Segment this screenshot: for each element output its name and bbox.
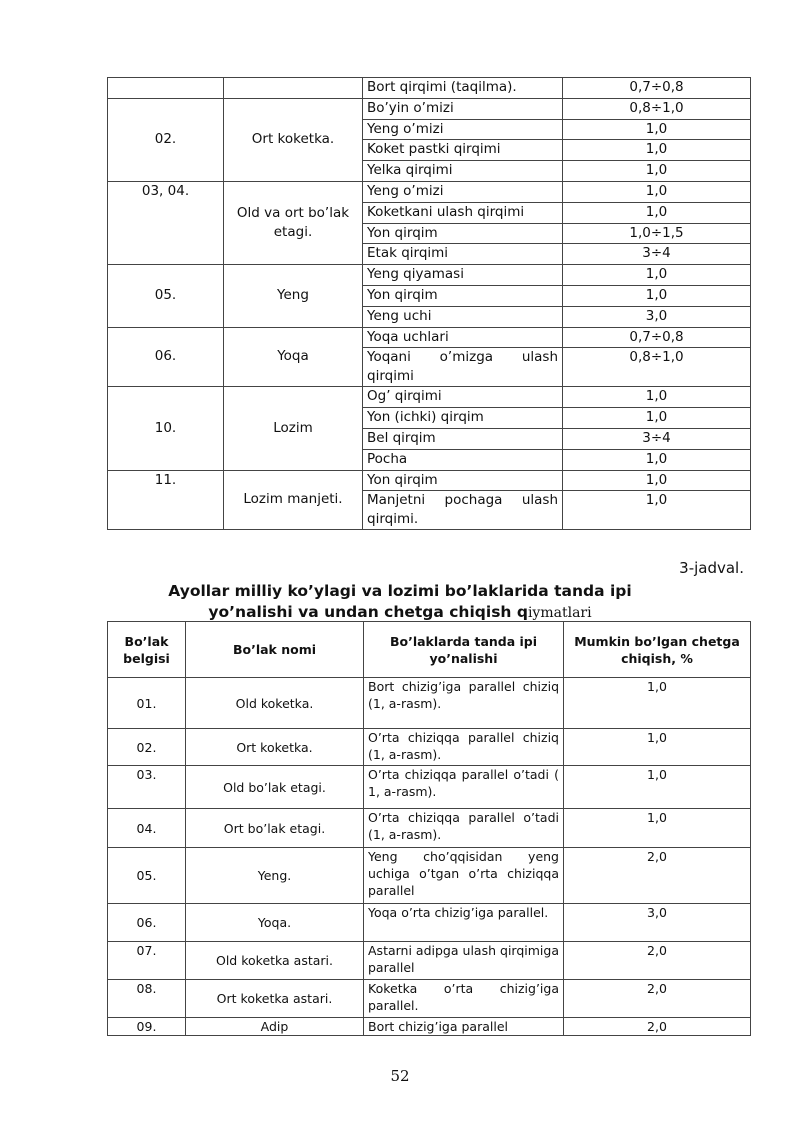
table-row	[108, 327, 751, 348]
cell-text-line: Manjetni pochaga ulash	[367, 492, 558, 509]
table-cell: O’rta chiziqqa parallel chiziq (1, a-rasm).	[364, 729, 564, 766]
table-cell: Bort chizig’iga parallel	[364, 1018, 564, 1036]
table-cell: Pocha	[363, 449, 563, 470]
table-cell: Bort chizig’iga parallel chiziq (1, a-rasm).	[364, 678, 564, 729]
table-cell: 0,8÷1,0	[563, 98, 751, 119]
table-cell: Adip	[186, 1018, 364, 1036]
table-cell: 1,0	[564, 678, 751, 729]
table-cell: Yeng uchi	[363, 306, 563, 327]
table-cell: 04.	[108, 809, 186, 848]
table-cell: Yoqa uchlari	[363, 327, 563, 348]
table-cell: O’rta chiziqqa parallel o’tadi (1, a-rasm).	[364, 809, 564, 848]
table-cell: Lozim manjeti.	[224, 470, 363, 530]
table-cell: Etak qirqimi	[363, 244, 563, 265]
table-cell: 1,0	[563, 449, 751, 470]
table-cell: 1,0	[563, 408, 751, 429]
column-header: Bo’lak belgisi	[108, 622, 186, 678]
table-cell: Yon qirqim	[363, 223, 563, 244]
table-row	[108, 1018, 751, 1036]
column-header: Bo’lak nomi	[186, 622, 364, 678]
table-cell: Koketkani ulash qirqimi	[363, 202, 563, 223]
table-cell: Ort koketka.	[224, 98, 363, 181]
table-cell: Lozim	[224, 387, 363, 470]
table-cell: 3÷4	[563, 244, 751, 265]
page-number: 52	[390, 1067, 410, 1085]
table-cell: Old koketka.	[186, 678, 364, 729]
cut-allowance-table	[107, 77, 751, 530]
table-cell: 02.	[108, 729, 186, 766]
table-cell: 03, 04.	[108, 181, 224, 264]
table-cell: Ort koketka astari.	[186, 980, 364, 1018]
table-cell: 05.	[108, 265, 224, 327]
column-header: Bo’laklarda tanda ipi yo’nalishi	[364, 622, 564, 678]
table-row	[108, 98, 751, 119]
table-cell: 3,0	[563, 306, 751, 327]
table-cell: 06.	[108, 904, 186, 942]
table-row	[108, 181, 751, 202]
table-cell	[224, 78, 363, 99]
table-cell: Bo’yin o’mizi	[363, 98, 563, 119]
table-cell: 1,0	[563, 265, 751, 286]
table-cell: Ort bo’lak etagi.	[186, 809, 364, 848]
table-cell: Yelka qirqimi	[363, 161, 563, 182]
table-cell: 1,0	[563, 387, 751, 408]
warp-direction-table	[107, 621, 751, 1036]
table-cell: 05.	[108, 848, 186, 904]
table-cell: 2,0	[564, 1018, 751, 1036]
table-row	[108, 678, 751, 729]
table-cell	[363, 348, 563, 387]
table-cell: 1,0	[564, 809, 751, 848]
table-cell: 08.	[108, 980, 186, 1018]
table-row	[108, 942, 751, 980]
table-cell: 07.	[108, 942, 186, 980]
table-row	[108, 980, 751, 1018]
table-cell: 1,0	[563, 491, 751, 530]
table-cell: Yeng cho’qqisidan yeng uchiga o’tgan o’rta chiziqqa parallel	[364, 848, 564, 904]
table-cell: 02.	[108, 98, 224, 181]
table-cell: 1,0÷1,5	[563, 223, 751, 244]
table-cell: 11.	[108, 470, 224, 530]
table-cell: 2,0	[564, 942, 751, 980]
table-cell: Koketka o’rta chizig’iga parallel.	[364, 980, 564, 1018]
table-cell: 1,0	[563, 161, 751, 182]
table-cell: 0,7÷0,8	[563, 78, 751, 99]
table-cell: Koket pastki qirqimi	[363, 140, 563, 161]
table-cell: 2,0	[564, 848, 751, 904]
table-cell: Yoqa.	[186, 904, 364, 942]
table-cell: Yeng	[224, 265, 363, 327]
table-cell	[363, 491, 563, 530]
table-cell: Yeng qiyamasi	[363, 265, 563, 286]
table-cell: Bort qirqimi (taqilma).	[363, 78, 563, 99]
table-cell: Yon qirqim	[363, 285, 563, 306]
table-row	[108, 766, 751, 809]
title-line: Ayollar milliy ko’ylagi va lozimi bo’laklarida tanda ipi	[168, 582, 632, 600]
table-cell: Yon (ichki) qirqim	[363, 408, 563, 429]
table-caption: 3-jadval.	[679, 559, 744, 577]
table-cell: 1,0	[563, 285, 751, 306]
table-cell: 1,0	[563, 181, 751, 202]
title-bold-part: yo’nalishi va undan chetga chiqish q	[208, 603, 528, 621]
table-cell: 0,7÷0,8	[563, 327, 751, 348]
cell-text-line: qirqimi	[367, 368, 414, 385]
table-cell: 2,0	[564, 980, 751, 1018]
cell-text-line: Yoqani o’mizga ulash	[367, 349, 558, 366]
table-cell: Yeng o’mizi	[363, 119, 563, 140]
table-row	[108, 809, 751, 848]
table-cell: 03.	[108, 766, 186, 809]
table-cell: Yoqa	[224, 327, 363, 387]
table-cell: 3,0	[564, 904, 751, 942]
table-cell: 1,0	[564, 766, 751, 809]
table-cell: 10.	[108, 387, 224, 470]
column-header: Mumkin bo’lgan chetga chiqish, %	[564, 622, 751, 678]
table-cell: Yeng o’mizi	[363, 181, 563, 202]
table-cell: Old koketka astari.	[186, 942, 364, 980]
cell-text-line: qirqimi.	[367, 511, 419, 528]
table-cell: 06.	[108, 327, 224, 387]
table-row	[108, 470, 751, 491]
table-row	[108, 387, 751, 408]
table-cell: Ort koketka.	[186, 729, 364, 766]
table-cell: Astarni adipga ulash qirqimiga parallel	[364, 942, 564, 980]
title-serif-part: iymatlari	[527, 605, 592, 621]
table-cell: 1,0	[564, 729, 751, 766]
table-cell: 0,8÷1,0	[563, 348, 751, 387]
table-cell: Og’ qirqimi	[363, 387, 563, 408]
table-cell: 01.	[108, 678, 186, 729]
table-cell: Old va ort bo’lak etagi.	[224, 181, 363, 264]
table-title	[150, 581, 650, 624]
table-row	[108, 729, 751, 766]
table-cell: O’rta chiziqqa parallel o’tadi ( 1, a-rasm).	[364, 766, 564, 809]
table-cell: Old bo’lak etagi.	[186, 766, 364, 809]
table-row	[108, 78, 751, 99]
table-cell: 1,0	[563, 140, 751, 161]
table-cell: Yon qirqim	[363, 470, 563, 491]
table-row	[108, 848, 751, 904]
table-cell: Yoqa o’rta chizig’iga parallel.	[364, 904, 564, 942]
table-cell: Bel qirqim	[363, 428, 563, 449]
table-cell: 1,0	[563, 470, 751, 491]
table-cell: 09.	[108, 1018, 186, 1036]
table-cell	[108, 78, 224, 99]
table-cell: 3÷4	[563, 428, 751, 449]
table-row	[108, 265, 751, 286]
table-cell: 1,0	[563, 119, 751, 140]
table-cell: 1,0	[563, 202, 751, 223]
table-header-row	[108, 622, 751, 678]
table-row	[108, 904, 751, 942]
table-cell: Yeng.	[186, 848, 364, 904]
